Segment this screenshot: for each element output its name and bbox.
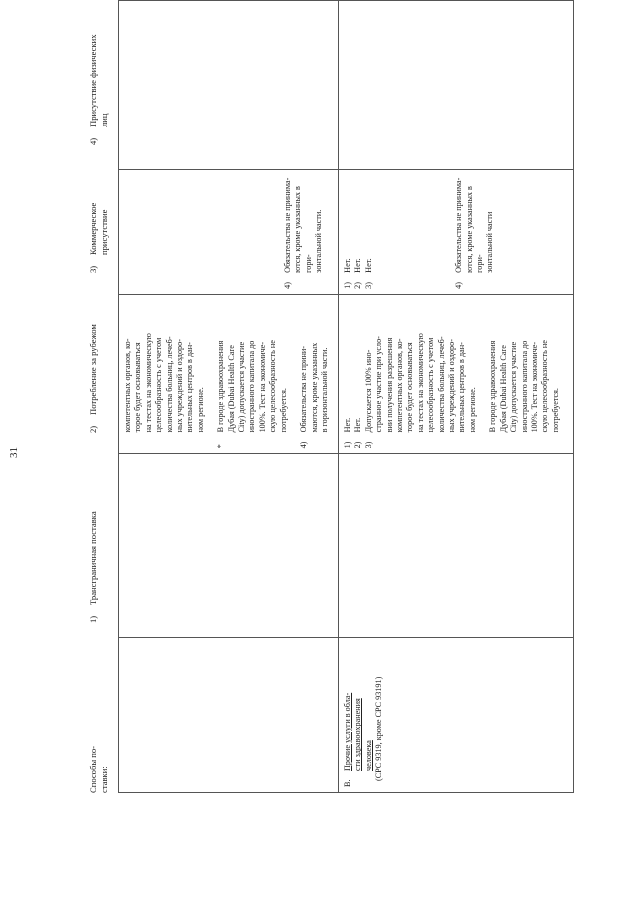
row1-sector-cell xyxy=(119,638,339,793)
row2-mode3-item-2-num: 2) xyxy=(353,282,363,289)
row2-mode3-item-1-num: 1) xyxy=(343,282,352,289)
row1-mode2-cell xyxy=(119,294,339,454)
row1-mode2-item-4-text: Обязательства не прини- маются, кроме указанных в горизонтальной части. xyxy=(299,342,329,433)
header-modes: Способы по- ставки: xyxy=(88,745,109,793)
row2-sector-title: Прочие услуги в обла- сти здравоохранения человека xyxy=(343,692,373,771)
header-mode-3 xyxy=(88,203,109,273)
row1-mode3-cell xyxy=(119,170,339,295)
table-row xyxy=(339,1,574,793)
row1-mode3-item-4-text: Обязательства не принима- ются, кроме указанных в гори- зонтальной части. xyxy=(283,177,324,273)
header-mode-2 xyxy=(88,324,99,433)
page-number: 31 xyxy=(8,447,20,458)
header-mode-1-num: 1) xyxy=(88,615,98,623)
row2-mode3-item-1-text: Нет. xyxy=(343,258,352,273)
header-mode-1-label: Трансграничная поставка xyxy=(88,511,98,605)
row1-mode2-continued-text: компетентных органов, ко- торое будет основываться на тестах на экономическую целесообразность с учетом количества больниц, лечеб- ных учреждений и оздоро- вительных центров в дан- ном регионе. xyxy=(123,333,205,433)
row2-mode1-cell xyxy=(339,454,574,638)
row2-mode4-cell xyxy=(339,1,574,170)
row2-mode3-item-4-text: Обязательства не принима- ются, кроме указанных в гори- зонтальной части xyxy=(454,177,495,273)
row1-mode3-item-4-num: 4) xyxy=(283,282,292,289)
row2-mode2-cell xyxy=(339,294,574,454)
header-mode-3-label: Коммерческое присутствие xyxy=(88,202,109,255)
row2-mode2-list xyxy=(343,300,478,449)
row2-mode3-item-4 xyxy=(454,175,496,289)
row2-mode2-item-3-num: 3) xyxy=(363,441,373,449)
header-mode-4-num: 4) xyxy=(88,137,98,145)
row2-mode3-item-3-num: 3) xyxy=(363,282,373,289)
row2-mode3-item-2-text: Нет. xyxy=(353,258,363,273)
row2-mode3-list xyxy=(343,175,374,289)
table-row xyxy=(119,1,339,793)
row1-mode2-dubai-text: В городе здравоохранения Дубая (Dubai Health Care City) допускается участие иностранного капитала до 100%. Тест на экономиче- скую целесообразность не потребуется. xyxy=(216,340,288,433)
header-mode-4-label: Присутствие физических лиц xyxy=(88,34,109,127)
row2-mode3-item-3 xyxy=(364,175,374,289)
row2-mode3-cell xyxy=(339,170,574,295)
row2-mode2-item-1-num: 1) xyxy=(343,441,352,449)
row2-mode2-item-1 xyxy=(343,300,353,449)
row2-mode3-item-4-num: 4) xyxy=(454,282,464,289)
row1-mode2-dubai-note xyxy=(216,300,289,449)
header-mode-3-num: 3) xyxy=(88,265,98,273)
row1-mode2-item-4 xyxy=(299,300,330,449)
header-mode-4 xyxy=(88,34,109,145)
header-mode-2-label: Потребление за рубежом xyxy=(88,324,98,415)
row2-mode3-item-2 xyxy=(353,175,363,289)
header-mode-2-num: 2) xyxy=(88,425,98,433)
row2-mode2-item-3-text: Допускается 100% ино- странное участие при усло- вии получения разрешения компетентных органов, ко- торое будет основываться на тестах на экономическую целесообразность с учетом количества больниц, лечеб- ных учреждений и оздоро- вительных центров в дан- ном регионе. xyxy=(363,333,477,433)
row1-mode2-item-4-num: 4) xyxy=(299,441,309,449)
commitments-table xyxy=(118,0,574,793)
row2-sector-cell xyxy=(339,638,574,793)
row1-mode3-item-4 xyxy=(283,175,325,289)
row1-mode4-cell xyxy=(119,1,339,170)
row2-sector xyxy=(343,643,374,787)
row2-sector-letter: B. xyxy=(343,779,352,787)
row2-sector-cpc: (CPC 9319, кроме CPC 93191) xyxy=(374,676,384,781)
row2-mode3-item-3-text: Нет. xyxy=(363,258,373,273)
row2-mode2-item-2-text: Нет. xyxy=(353,417,363,433)
row1-mode1-cell xyxy=(119,454,339,638)
row2-mode2-item-2 xyxy=(353,300,363,449)
row2-mode2-item-3 xyxy=(364,300,478,449)
row2-mode3-item-1 xyxy=(343,175,353,289)
row2-mode2-item-2-num: 2) xyxy=(353,441,363,449)
header-mode-1 xyxy=(88,511,99,623)
row1-mode2-star: * xyxy=(216,444,226,449)
row2-mode2-dubai-text: В городе здравоохранения Дубая (Dubai Health Care City) допускается участие иностранного капитала до 100%. Тест на экономиче- скую целесообразность не потребуется. xyxy=(488,340,560,433)
row2-mode2-item-1-text: Нет. xyxy=(343,417,352,433)
